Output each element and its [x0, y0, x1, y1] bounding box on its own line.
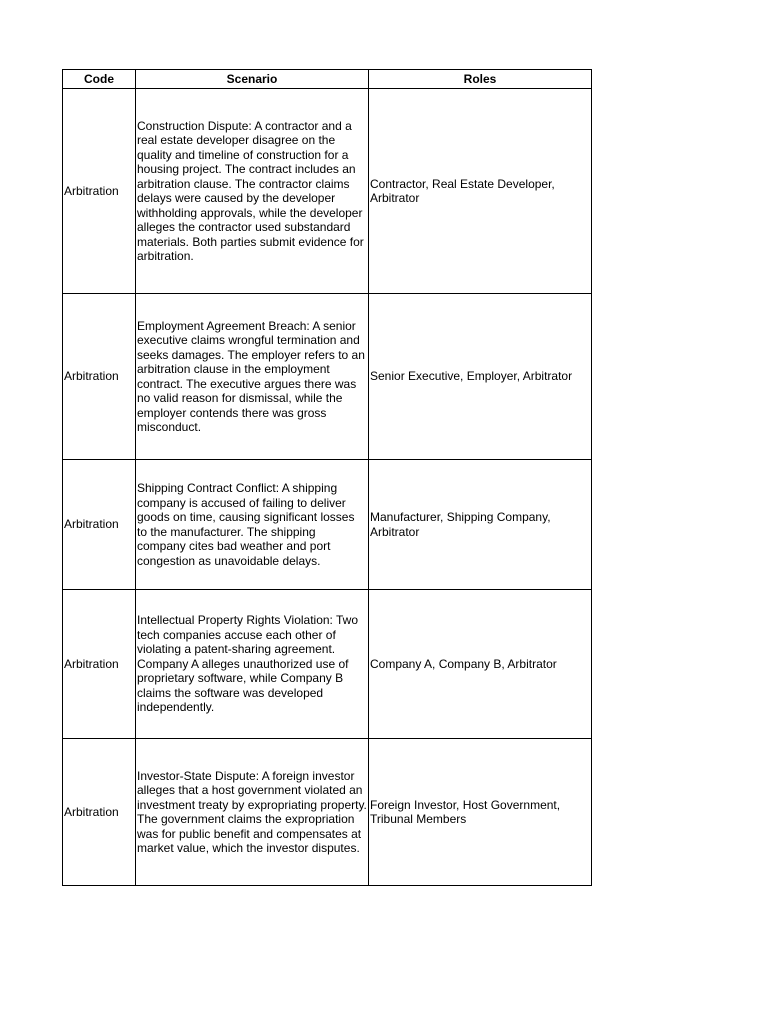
cell-scenario: Investor-State Dispute: A foreign investor alleges that a host government violated an investment treaty by expropriating property. The government claims the expropriation was for public benefit and compensates at market value, which the investor disputes.: [136, 739, 369, 886]
header-roles: Roles: [369, 70, 592, 89]
cell-roles: Manufacturer, Shipping Company, Arbitrator: [369, 460, 592, 590]
header-scenario: Scenario: [136, 70, 369, 89]
cell-code: Arbitration: [63, 590, 136, 739]
table-row: [63, 590, 592, 739]
cell-code: Arbitration: [63, 89, 136, 294]
scenario-table: [62, 69, 592, 886]
cell-code: Arbitration: [63, 460, 136, 590]
cell-scenario: Intellectual Property Rights Violation: Two tech companies accuse each other of violating a patent-sharing agreement. Company A alleges unauthorized use of proprietary software, while Company B claims the software was developed independently.: [136, 590, 369, 739]
cell-roles: Senior Executive, Employer, Arbitrator: [369, 294, 592, 460]
table-row: [63, 89, 592, 294]
cell-scenario: Employment Agreement Breach: A senior executive claims wrongful termination and seeks damages. The employer refers to an arbitration clause in the employment contract. The executive argues there was no valid reason for dismissal, while the employer contends there was gross misconduct.: [136, 294, 369, 460]
cell-roles: Company A, Company B, Arbitrator: [369, 590, 592, 739]
cell-code: Arbitration: [63, 294, 136, 460]
header-code: Code: [63, 70, 136, 89]
cell-code: Arbitration: [63, 739, 136, 886]
cell-scenario: Construction Dispute: A contractor and a real estate developer disagree on the quality and timeline of construction for a housing project. The contract includes an arbitration clause. The contractor claims delays were caused by the developer withholding approvals, while the developer alleges the contractor used substandard materials. Both parties submit evidence for arbitration.: [136, 89, 369, 294]
table-row: [63, 294, 592, 460]
table-row: [63, 460, 592, 590]
header-row: [63, 70, 592, 89]
cell-roles: Contractor, Real Estate Developer, Arbitrator: [369, 89, 592, 294]
cell-scenario: Shipping Contract Conflict: A shipping company is accused of failing to deliver goods on time, causing significant losses to the manufacturer. The shipping company cites bad weather and port congestion as unavoidable delays.: [136, 460, 369, 590]
cell-roles: Foreign Investor, Host Government, Tribunal Members: [369, 739, 592, 886]
table-row: [63, 739, 592, 886]
